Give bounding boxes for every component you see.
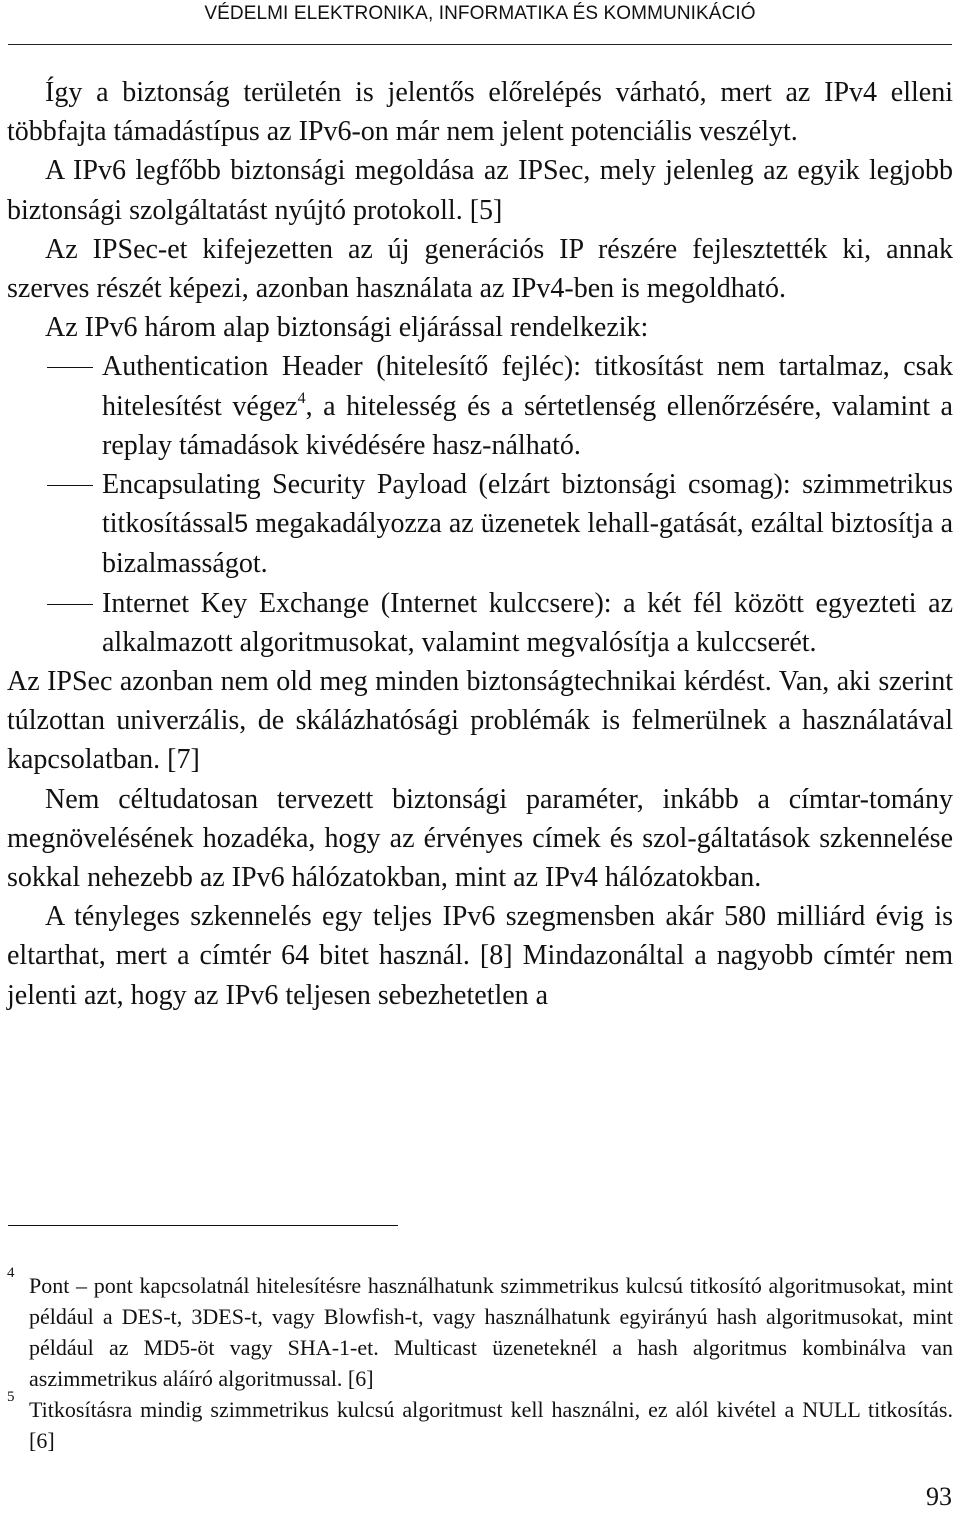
list-item-text: Internet Key Exchange (Internet kulccsere): a két fél között egyezteti az alkalmazott algoritmusokat, valamint megvalósítja a kulccserét. bbox=[102, 587, 953, 658]
paragraph: Nem céltudatosan tervezett biztonsági paraméter, inkább a címtar-tomány megnövelésének hozadéka, hogy az érvényes címek és szol-gáltatások szkennelése sokkal nehezebb az IPv6 hálózatokban, mint az IPv4 hálózatokban. bbox=[7, 783, 953, 894]
header-rule bbox=[8, 44, 952, 45]
running-header: VÉDELMI ELEKTRONIKA, INFORMATIKA ÉS KOMMUNIKÁCIÓ bbox=[204, 3, 756, 24]
paragraph: A tényleges szkennelés egy teljes IPv6 szegmensben akár 580 milliárd évig is eltarthat, mert a címtér 64 bitet használ. [8] Mindazonáltal a nagyobb címtér nem jelenti azt, hogy az IPv6 teljesen sebezhetetlen a bbox=[7, 901, 953, 1011]
list-item-text: , a hitelesség és a sértetlenség ellenőrzésére, valamint a replay támadások kivédésére hasz-nálható. bbox=[102, 390, 953, 461]
paragraph: Így a biztonság területén is jelentős előrelépés várható, mert az IPv4 elleni többfajta támadástípus az IPv6-on már nem jelent potenciális veszélyt. bbox=[7, 77, 953, 148]
dash-bullet bbox=[47, 604, 93, 605]
list-item bbox=[7, 584, 953, 662]
paragraph: Az IPSec azonban nem old meg minden biztonságtechnikai kérdést. Van, aki szerint túlzottan univerzális, de skálázhatósági problémák is felmerülnek a használatával kapcsolatban. [7] bbox=[7, 666, 953, 776]
footnote-text: Titkosításra mindig szimmetrikus kulcsú algoritmust kell használni, ez alól kivétel a NULL titkosítás. [6] bbox=[29, 1397, 953, 1453]
page-number: 93 bbox=[926, 1482, 952, 1511]
dash-bullet bbox=[47, 485, 93, 486]
footnote-ref: 4 bbox=[297, 389, 306, 407]
footnotes bbox=[7, 1265, 953, 1456]
footnote bbox=[7, 1265, 953, 1394]
footnote-number: 5 bbox=[7, 1389, 15, 1405]
footnote-ref: 5 bbox=[234, 510, 249, 539]
list-item bbox=[7, 465, 953, 584]
body-text bbox=[7, 73, 953, 1015]
paragraph: Az IPv6 három alap biztonsági eljárással rendelkezik: bbox=[45, 312, 649, 344]
footnote-separator bbox=[8, 1225, 398, 1226]
list-item-text: Encapsulating Security Payload (elzárt biztonsági csomag): szimmetrikus titkosítással bbox=[102, 469, 953, 540]
list-item-text: Authentication Header (hitelesítő fejléc): titkosítást nem tartalmaz, csak hitelesítést végez bbox=[102, 351, 953, 422]
dash-bullet bbox=[47, 367, 93, 368]
paragraph: Az IPSec-et kifejezetten az új generációs IP részére fejlesztették ki, annak szerves részét képezi, azonban használata az IPv4-ben is megoldható. bbox=[7, 233, 953, 305]
list-item-text: megakadályozza az üzenetek lehall-gatását, ezáltal biztosítja a bizalmasságot. bbox=[102, 508, 953, 580]
footnote bbox=[7, 1389, 953, 1456]
footnote-number: 4 bbox=[7, 1265, 15, 1281]
footnote-text: Pont – pont kapcsolatnál hitelesítésre használhatunk szimmetrikus kulcsú titkosító algoritmusokat, mint például a DES-t, 3DES-t, vagy Blowfish-t, vagy használhatunk egyirányú hash algoritmusokat, mint például az MD5-öt vagy SHA-1-et. Multicast üzeneteknél a hash algoritmus kombinálva van aszimmetrikus aláíró algoritmussal. [6] bbox=[29, 1273, 953, 1391]
list-item bbox=[7, 347, 953, 465]
paragraph: A IPv6 legfőbb biztonsági megoldása az IPSec, mely jelenleg az egyik legjobb biztonsági szolgáltatást nyújtó protokoll. [5] bbox=[7, 155, 953, 226]
